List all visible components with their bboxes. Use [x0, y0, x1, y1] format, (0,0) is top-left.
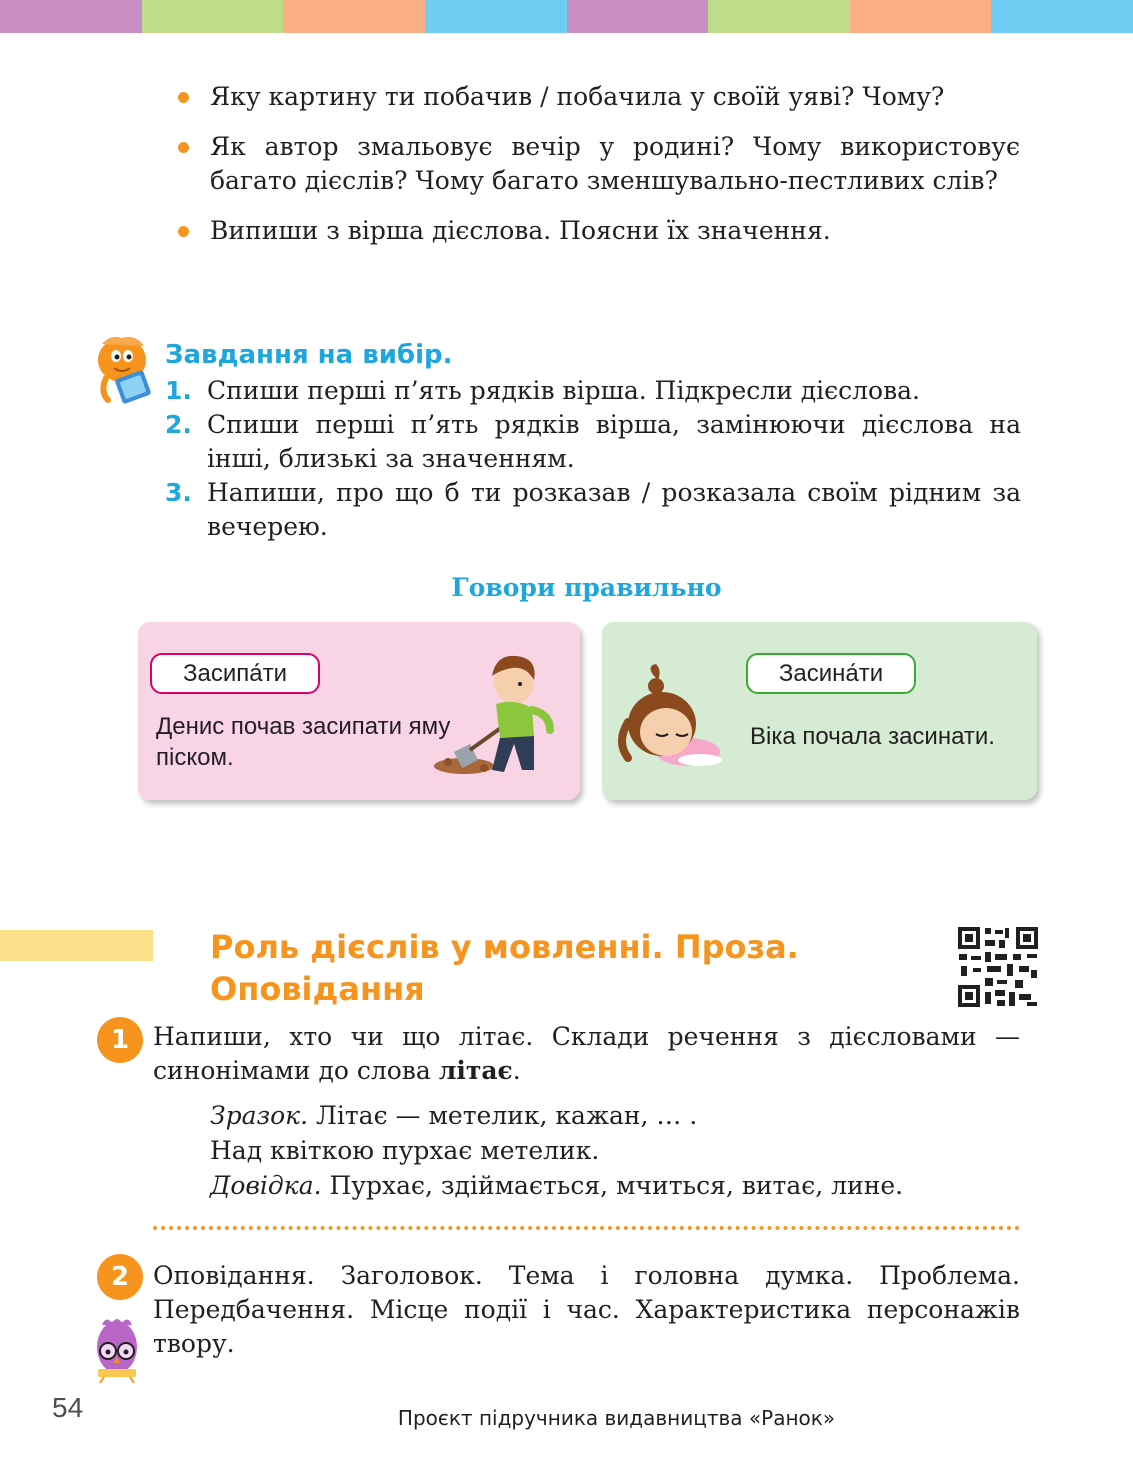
sample-label: Зразок. [210, 1101, 309, 1130]
stripe [708, 0, 850, 33]
hint-label: Довідка. [210, 1171, 322, 1200]
hint-line [210, 1168, 1020, 1203]
word-card-pink [138, 622, 580, 800]
question-item [178, 80, 1020, 114]
qr-code-icon [957, 926, 1039, 1008]
choice-task-item [165, 408, 1021, 476]
word-label: Засипа́ти [150, 653, 320, 694]
choice-task-item [165, 476, 1021, 544]
task-text: Спиши перші п’ять рядків вірша, замінюючи дієслова на інші, близькі за значенням. [207, 410, 1021, 473]
stripe [567, 0, 709, 33]
bullet-dot-icon [178, 142, 189, 153]
sleeping-girl-icon [610, 662, 724, 774]
stripe [850, 0, 992, 33]
purple-owl-mascot-icon [92, 1313, 142, 1383]
choice-task-item [165, 374, 1021, 408]
exercise-2-text: Оповідання. Заголовок. Тема і головна думка. Проблема. Передбачення. Місце події і час. Характеристика персонажів твору. [153, 1261, 1020, 1358]
exercise-1-period: . [512, 1056, 521, 1085]
section-title [210, 926, 910, 1010]
exercise-1-text [153, 1020, 1020, 1088]
bullet-dot-icon [178, 226, 189, 237]
example-sentence: Денис почав засипати яму піском. [156, 713, 451, 771]
section-title-line: Роль дієслів у мовленні. Проза. [210, 928, 799, 966]
hint-text: Пурхає, здіймається, мчиться, витає, лине. [321, 1171, 904, 1200]
boy-with-shovel-icon [434, 652, 568, 776]
sample-sentence: Над квіткою пурхає метелик. [210, 1136, 600, 1165]
stripe [991, 0, 1133, 33]
section-marker-bar [0, 930, 153, 961]
sample-line [210, 1098, 1020, 1133]
top-color-stripes [0, 0, 1133, 33]
word-label: Засина́ти [746, 653, 916, 694]
question-item [178, 130, 1020, 198]
question-text: Як автор змальовує вечір у родині? Чому використовує багато дієслів? Чому багато зменшувально-пестливих слів? [210, 132, 1020, 195]
section-title-line: Оповідання [210, 970, 425, 1008]
question-text: Яку картину ти побачив / побачила у своїй уяві? Чому? [210, 82, 945, 111]
stripe [142, 0, 284, 33]
dotted-divider [153, 1226, 1020, 1230]
word-card-green [602, 622, 1037, 800]
page-number: 54 [52, 1392, 84, 1423]
stripe [283, 0, 425, 33]
exercise-number-badge: 1 [97, 1017, 143, 1063]
exercise-1-sample [210, 1098, 1020, 1203]
orange-mascot-icon [92, 334, 158, 406]
example-sentence: Віка почала засинати. [750, 723, 995, 750]
stripe [0, 0, 142, 33]
question-item [178, 214, 1020, 248]
task-number: 3. [165, 478, 192, 507]
task-text: Спиши перші п’ять рядків вірша. Підкресли дієслова. [207, 376, 921, 405]
question-list [178, 80, 1020, 264]
speak-correctly-title: Говори правильно [451, 573, 722, 602]
footer-text: Проєкт підручника видавництва «Ранок» [397, 1406, 836, 1430]
sample-text: Літає — метелик, кажан, … . [308, 1101, 698, 1130]
stripe [425, 0, 567, 33]
choice-task-list [165, 374, 1021, 544]
task-number: 1. [165, 376, 192, 405]
task-number: 2. [165, 410, 192, 439]
exercise-number-badge: 2 [97, 1254, 143, 1300]
bullet-dot-icon [178, 92, 189, 103]
task-text: Напиши, про що б ти розказав / розказала своїм рідним за вечерею. [207, 478, 1021, 541]
exercise-1-keyword: літає [438, 1056, 513, 1085]
exercise-1-instruction: Напиши, хто чи що літає. Склади речення з дієсловами — синонімами до слова [153, 1022, 1020, 1085]
choice-tasks-title: Завдання на вибір. [165, 340, 453, 370]
question-text: Випиши з вірша дієслова. Поясни їх значення. [210, 216, 831, 245]
